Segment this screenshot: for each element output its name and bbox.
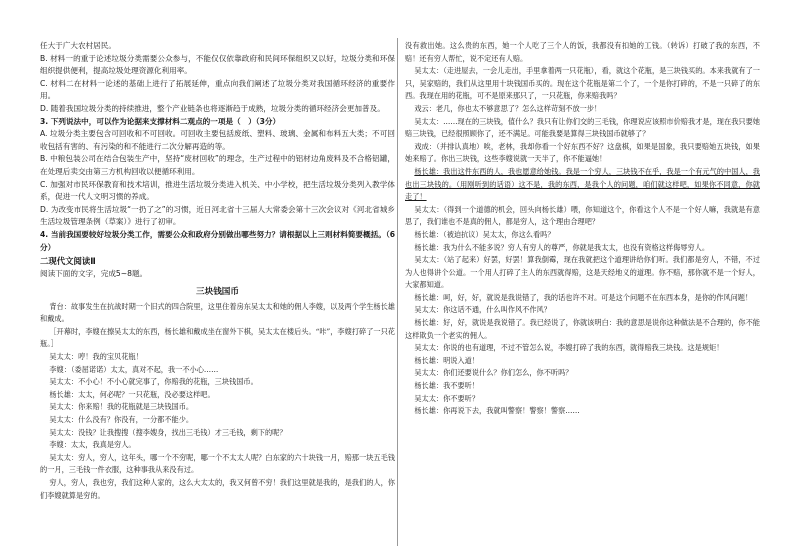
dialogue-line: 吴太太：你们还要说什么？你们怎么，你不听吗？ [414, 368, 573, 378]
question-3: 3. 下列说法中，可以作为论据来支撑材料二观点的一项是（ ）（3分） [40, 116, 281, 126]
question-3-option-b: B. 中粮包装公司在结合包装生产中，坚持“废材回收”的理念，生产过程中的铝材边角废料及不合格铝罐，在处理后卖交由第三方机构回收以便循环利用。 [40, 154, 395, 176]
question-4: 4. 当前我国要较好垃圾分类工作，需要公众和政府分别做出哪些努力？请根据以上三则材料简要概括。（6分） [40, 229, 395, 252]
dialogue-line: 吴太太：哼！我的宝贝花瓶！ [49, 352, 143, 362]
reading-instruction: 阅读下面的文字，完成5~8题。 [40, 269, 148, 279]
question-3-option-c: C. 加强对市民环保教育和技术培训，推进生活垃圾分类进入机关、中小学校，把生活垃圾分类列入教学体系，促进一代人文明习惯的养成。 [40, 179, 395, 202]
dialogue-line: 吴太太：没钱？让我搜搜（搜李嫂身，找出三毛钱）才三毛钱，剩下的呢？ [49, 427, 287, 437]
dialogue-line: 吴太太：（站了起来）好罢，好罢！算我倒霉，现在我就把这个道理讲给你们听。我们都是穷人，不错，不过为人也得讲个公道。一个用人打碎了主人的东西就得赔，这是天经地义的道理。你不赔，那你就不是一个好人，大家都知道。 [405, 255, 760, 290]
passage-title: 三块钱国币 [196, 286, 239, 297]
dialogue-line: 吴太太：你来赔！我的花瓶就是三块钱国币。 [49, 402, 194, 412]
dialogue-line: 杨长雄：明说入道！ [414, 355, 480, 365]
dialogue-line: 吴太太：你不要听？ [414, 393, 480, 403]
dialogue-line: 吴太太：什么没有？你没有，一分都不能少。 [49, 415, 194, 425]
left-column [40, 40, 395, 502]
dialogue-line: 杨长雄：我不要听！ [414, 381, 480, 391]
column-divider [397, 38, 398, 546]
dialogue-line: 没有救出她。这么贵的东西，她一个人吃了三个人的饭，我都没有扣她的工钱。（转诉）打破了我的东西，不赔！还有穷人帮忙，说不定还有人赔。 [405, 41, 760, 63]
passage-note: 背台：故事发生在抗战时期一个旧式的四合院里，这里住着房东吴太太和她的佣人李嫂，以及两个学生杨长雄和戴成。 [40, 301, 395, 324]
dialogue-line: 吴太太：（走进屋去，一会儿走出，手里拿着两一只花瓶），看，就这个花瓶，是三块钱买的。本来我就有了一只，吴家赔的，我们从这里用十块钱国币买的。现在这个花瓶是第二个了，一个是你打碎的，不是一只碎了的东西。我现在用的花瓶，可不是原来那只了，一只花瓶，你来赔我吗？ [405, 66, 760, 101]
dialogue-line: 吴太太：不小心！不小心就完事了，你赔我的花瓶，三块钱国币。 [49, 377, 258, 387]
dialogue-line: 杨长雄：（被迫抗议）吴太太，你这么看吗？ [414, 229, 555, 239]
option-d: D. 随着我国垃圾分类的持续推进，整个产业链条也将逐渐趋于成熟，垃圾分类的循环经济会更加普及。 [40, 103, 385, 113]
text-line: 任大于广大农村居民。 [40, 41, 116, 50]
option-b: B. 材料一的重于论述垃圾分类需要公众参与，不能仅仅依靠政府和民间环保组织又以好，垃圾分类和环保组织提供便利，提高垃圾处理资源化利用率。 [40, 53, 395, 76]
dialogue-line: 穷人，穷人，我也穷，我们这种人家的，这么大太太的，我又何曾不穷！我们这里就是我的，是我们的人，你们李嫂就算是穷的。 [40, 478, 395, 500]
dialogue-line: 吴太太：……现在的三块钱，值什么？我只有让你们交的三毛钱，你理说应该照市价赔我才是，现在我只要她赔三块钱，已经很照顾你了，还不满足。可能我要是算得三块钱国币就够了？ [405, 116, 760, 139]
dialogue-line: 吴太太：你说的也有道理，不过不管怎么说，李嫂打碎了我的东西，就得赔我三块钱。这是规矩！ [414, 343, 724, 353]
dialogue-line: 杨长雄：太太，何必呢？一只花瓶，没必要这样吧。 [49, 389, 215, 399]
question-3-option-d: D. 为改变市民将生活垃圾“一扔了之”的习惯，近日河北省十三届人大常委会第十三次会议对《河北省城乡生活垃圾管理条例（草案）》进行了初审。 [40, 204, 395, 227]
dialogue-line: 吴太太：（得到一个道德的机会，回头向杨长雄）喂，你知道这个，你看这个人不是一个好人嘛，我就是有意思了，我们谁也不是真的佣人，都是穷人，这个理由合理吧？ [405, 204, 760, 227]
stage-direction: ［开幕时，李嫂在擦吴太太的东西，杨长雄和戴成坐在窗外下棋，吴太太在楼后头。“咔”，李嫂打碎了一只花瓶。］ [40, 326, 395, 349]
option-c: C. 材料二在材料一论述的基础上进行了拓展延伸，重点向我们阐述了垃圾分类对我国循环经济的重要作用。 [40, 78, 395, 101]
dialogue-line: 杨长雄：我为什么不能多说？穷人有穷人的尊严，你就是我太太，也没有资格这样侮辱穷人。 [414, 242, 710, 252]
section-heading: 二现代文阅读Ⅱ [40, 256, 96, 267]
dialogue-line: 杨长雄：呵，好，好，就说是我说错了，我的话也许不对。可是这个问题不在东西本身，是你的作风问题！ [414, 292, 753, 302]
dialogue-line: 戏成：（并排认真地）唉，老林，我却你看一个好东西不好？这盘棋，如果是国象，我只要赔她五块钱，如果她来赔了。你出三块钱，这些李嫂说就一天半了，你不能逼她！ [405, 141, 760, 164]
question-3-option-a: A. 垃圾分类主要包含可回收和不可回收。可回收主要包括废纸、塑料、玻璃、金属和布料五大类；不可回收包括有害的、有污染的和不能进行二次分解再造的等。 [40, 129, 395, 151]
dialogue-line: 李嫂：（委屈诺诺）太太，真对不起，我一不小心…… [49, 364, 219, 374]
dialogue-line: 李嫂：太太，我真是穷人。 [49, 440, 136, 450]
dialogue-line: 杨长雄：你再说下去，我就叫警察！警察！警察…… [414, 406, 580, 416]
right-column [405, 40, 760, 418]
dialogue-line: 戏云：老几，你也太不够意思了？怎么这样苛刻不放一步！ [414, 103, 602, 113]
underlined-dialogue-line: 杨长雄：我出这件东西的人，我也愿意给她钱。我是一个穷人，三块钱不在乎，我是一个有元气的中国人，我也出三块钱的。（用刚听到的话语）这不是，我的东西，是我个人的问题，咱们就这样吧，如果你不同意，你就走了！ [405, 166, 760, 202]
dialogue-line: 杨长雄：好，好，就说是我说错了。我已经说了，你就该明白：我的意思是说你这种做法是不合理的，你不能这样欺负一个老实的佣人。 [405, 318, 760, 340]
dialogue-line: 吴太太：穷人，穷人，这年头，哪一个不穷呢，哪一个不太太人呢？白东家的六十块钱一月，赔那一块五毛钱的一月，三毛钱一件衣服，这种事我从来没有过。 [40, 452, 395, 475]
dialogue-line: 吴太太：你这话不通，什么叫作风不作风？ [414, 305, 551, 315]
